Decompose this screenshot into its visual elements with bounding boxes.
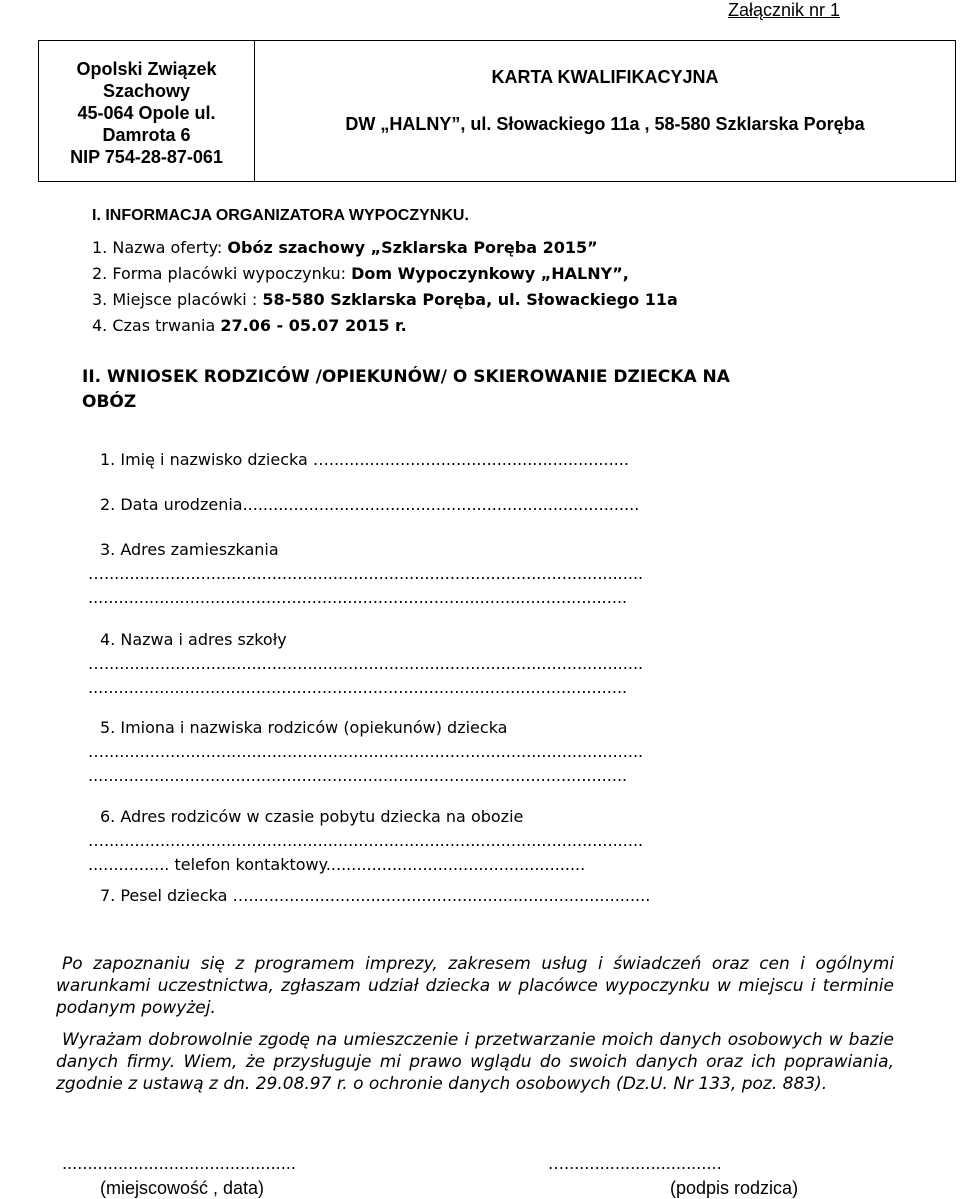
birth-date-field[interactable]: 2. Data urodzenia.............................................................................. <box>100 495 640 514</box>
place-date-signature-line[interactable]: .............................................. <box>62 1154 296 1173</box>
annex-label: Załącznik nr 1 <box>727 0 840 20</box>
organizer-line: 45-064 Opole ul. <box>77 103 216 123</box>
consent-text-1: Po zapoznaniu się z programem imprezy, zakresem usług i świadczeń oraz cen i ogólnymi warunkami uczestnictwa, zgłaszam udział dziecka w placówce wypoczynku w miejscu i terminie podanym powyżej. <box>56 954 894 1018</box>
section2-title-line2 <box>82 392 136 412</box>
child-name-field[interactable]: 1. Imię i nazwisko dziecka …........................................................... <box>100 450 629 469</box>
facility-form-value: Dom Wypoczynkowy „HALNY”, <box>351 264 629 283</box>
school-field-line2[interactable]: .......................................................................................................... <box>88 678 628 697</box>
parents-field-line1[interactable]: ….......................................................................................................... <box>88 742 644 761</box>
section1-title: I. INFORMACJA ORGANIZATORA WYPOCZYNKU. <box>92 207 469 224</box>
parent-signature-label: (podpis rodzica) <box>670 1178 799 1198</box>
offer-name-row <box>92 238 598 257</box>
duration-label: 4. Czas trwania <box>92 316 221 335</box>
facility-place-label: 3. Miejsce placówki : <box>92 290 263 309</box>
parents-label: 5. Imiona i nazwiska rodziców (opiekunów) dziecka <box>100 718 508 737</box>
consent-paragraph-1 <box>56 953 894 1019</box>
consent-paragraph-2 <box>56 1029 894 1095</box>
organizer-line: NIP 754-28-87-061 <box>70 147 223 167</box>
organizer-line: Opolski Związek <box>76 59 217 79</box>
facility-place-row <box>92 290 678 309</box>
duration-value: 27.06 - 05.07 2015 r. <box>220 316 407 335</box>
address-field-line1[interactable]: ….......................................................................................................... <box>88 564 644 583</box>
header-title-block <box>255 41 955 181</box>
section2-title-line1 <box>82 367 730 387</box>
section2-title-text-2: OBÓZ <box>82 392 137 412</box>
phone-field[interactable]: ................ telefon kontaktowy................................................... <box>88 855 586 874</box>
document-title: KARTA KWALIFIKACYJNA <box>491 67 719 87</box>
document-subtitle: DW „HALNY”, ul. Słowackiego 11a , 58-580 Szklarska Poręba <box>345 114 865 134</box>
parents-address-field[interactable]: ….......................................................................................................... <box>88 831 644 850</box>
header-box <box>38 40 956 182</box>
facility-form-row <box>92 264 629 283</box>
duration-row <box>92 316 407 335</box>
parent-signature-line[interactable]: …............................... <box>548 1154 722 1173</box>
parents-field-line2[interactable]: .......................................................................................................... <box>88 766 628 785</box>
facility-form-label: 2. Forma placówki wypoczynku: <box>92 264 352 283</box>
organizer-line: Damrota 6 <box>102 125 191 145</box>
address-label: 3. Adres zamieszkania <box>100 540 279 559</box>
parents-address-label: 6. Adres rodziców w czasie pobytu dziecka na obozie <box>100 807 524 826</box>
consent-text-2: Wyrażam dobrowolnie zgodę na umieszczenie i przetwarzanie moich danych osobowych w bazie danych firmy. Wiem, że przysługuje mi prawo wglądu do swoich danych oraz ich poprawiania, zgodnie z ustawą z dn. 29.08.97 r. o ochronie danych osobowych (Dz.U. Nr 133, poz. 883). <box>56 1030 894 1094</box>
offer-name-value: Obóz szachowy „Szklarska Poręba 2015” <box>227 238 598 257</box>
facility-place-value: 58-580 Szklarska Poręba, ul. Słowackiego 11a <box>262 290 678 309</box>
offer-name-label: 1. Nazwa oferty: <box>92 238 228 257</box>
pesel-field[interactable]: 7. Pesel dziecka …............................................................................... <box>100 886 651 905</box>
organizer-info <box>39 41 255 181</box>
section2-title-text: II. WNIOSEK RODZICÓW /OPIEKUNÓW/ O SKIEROWANIE DZIECKA NA <box>82 367 730 387</box>
address-field-line2[interactable]: .......................................................................................................... <box>88 588 628 607</box>
school-field-line1[interactable]: ….......................................................................................................... <box>88 654 644 673</box>
school-label: 4. Nazwa i adres szkoły <box>100 630 287 649</box>
place-date-label: (miejscowość , data) <box>100 1178 265 1198</box>
organizer-line: Szachowy <box>102 81 191 101</box>
